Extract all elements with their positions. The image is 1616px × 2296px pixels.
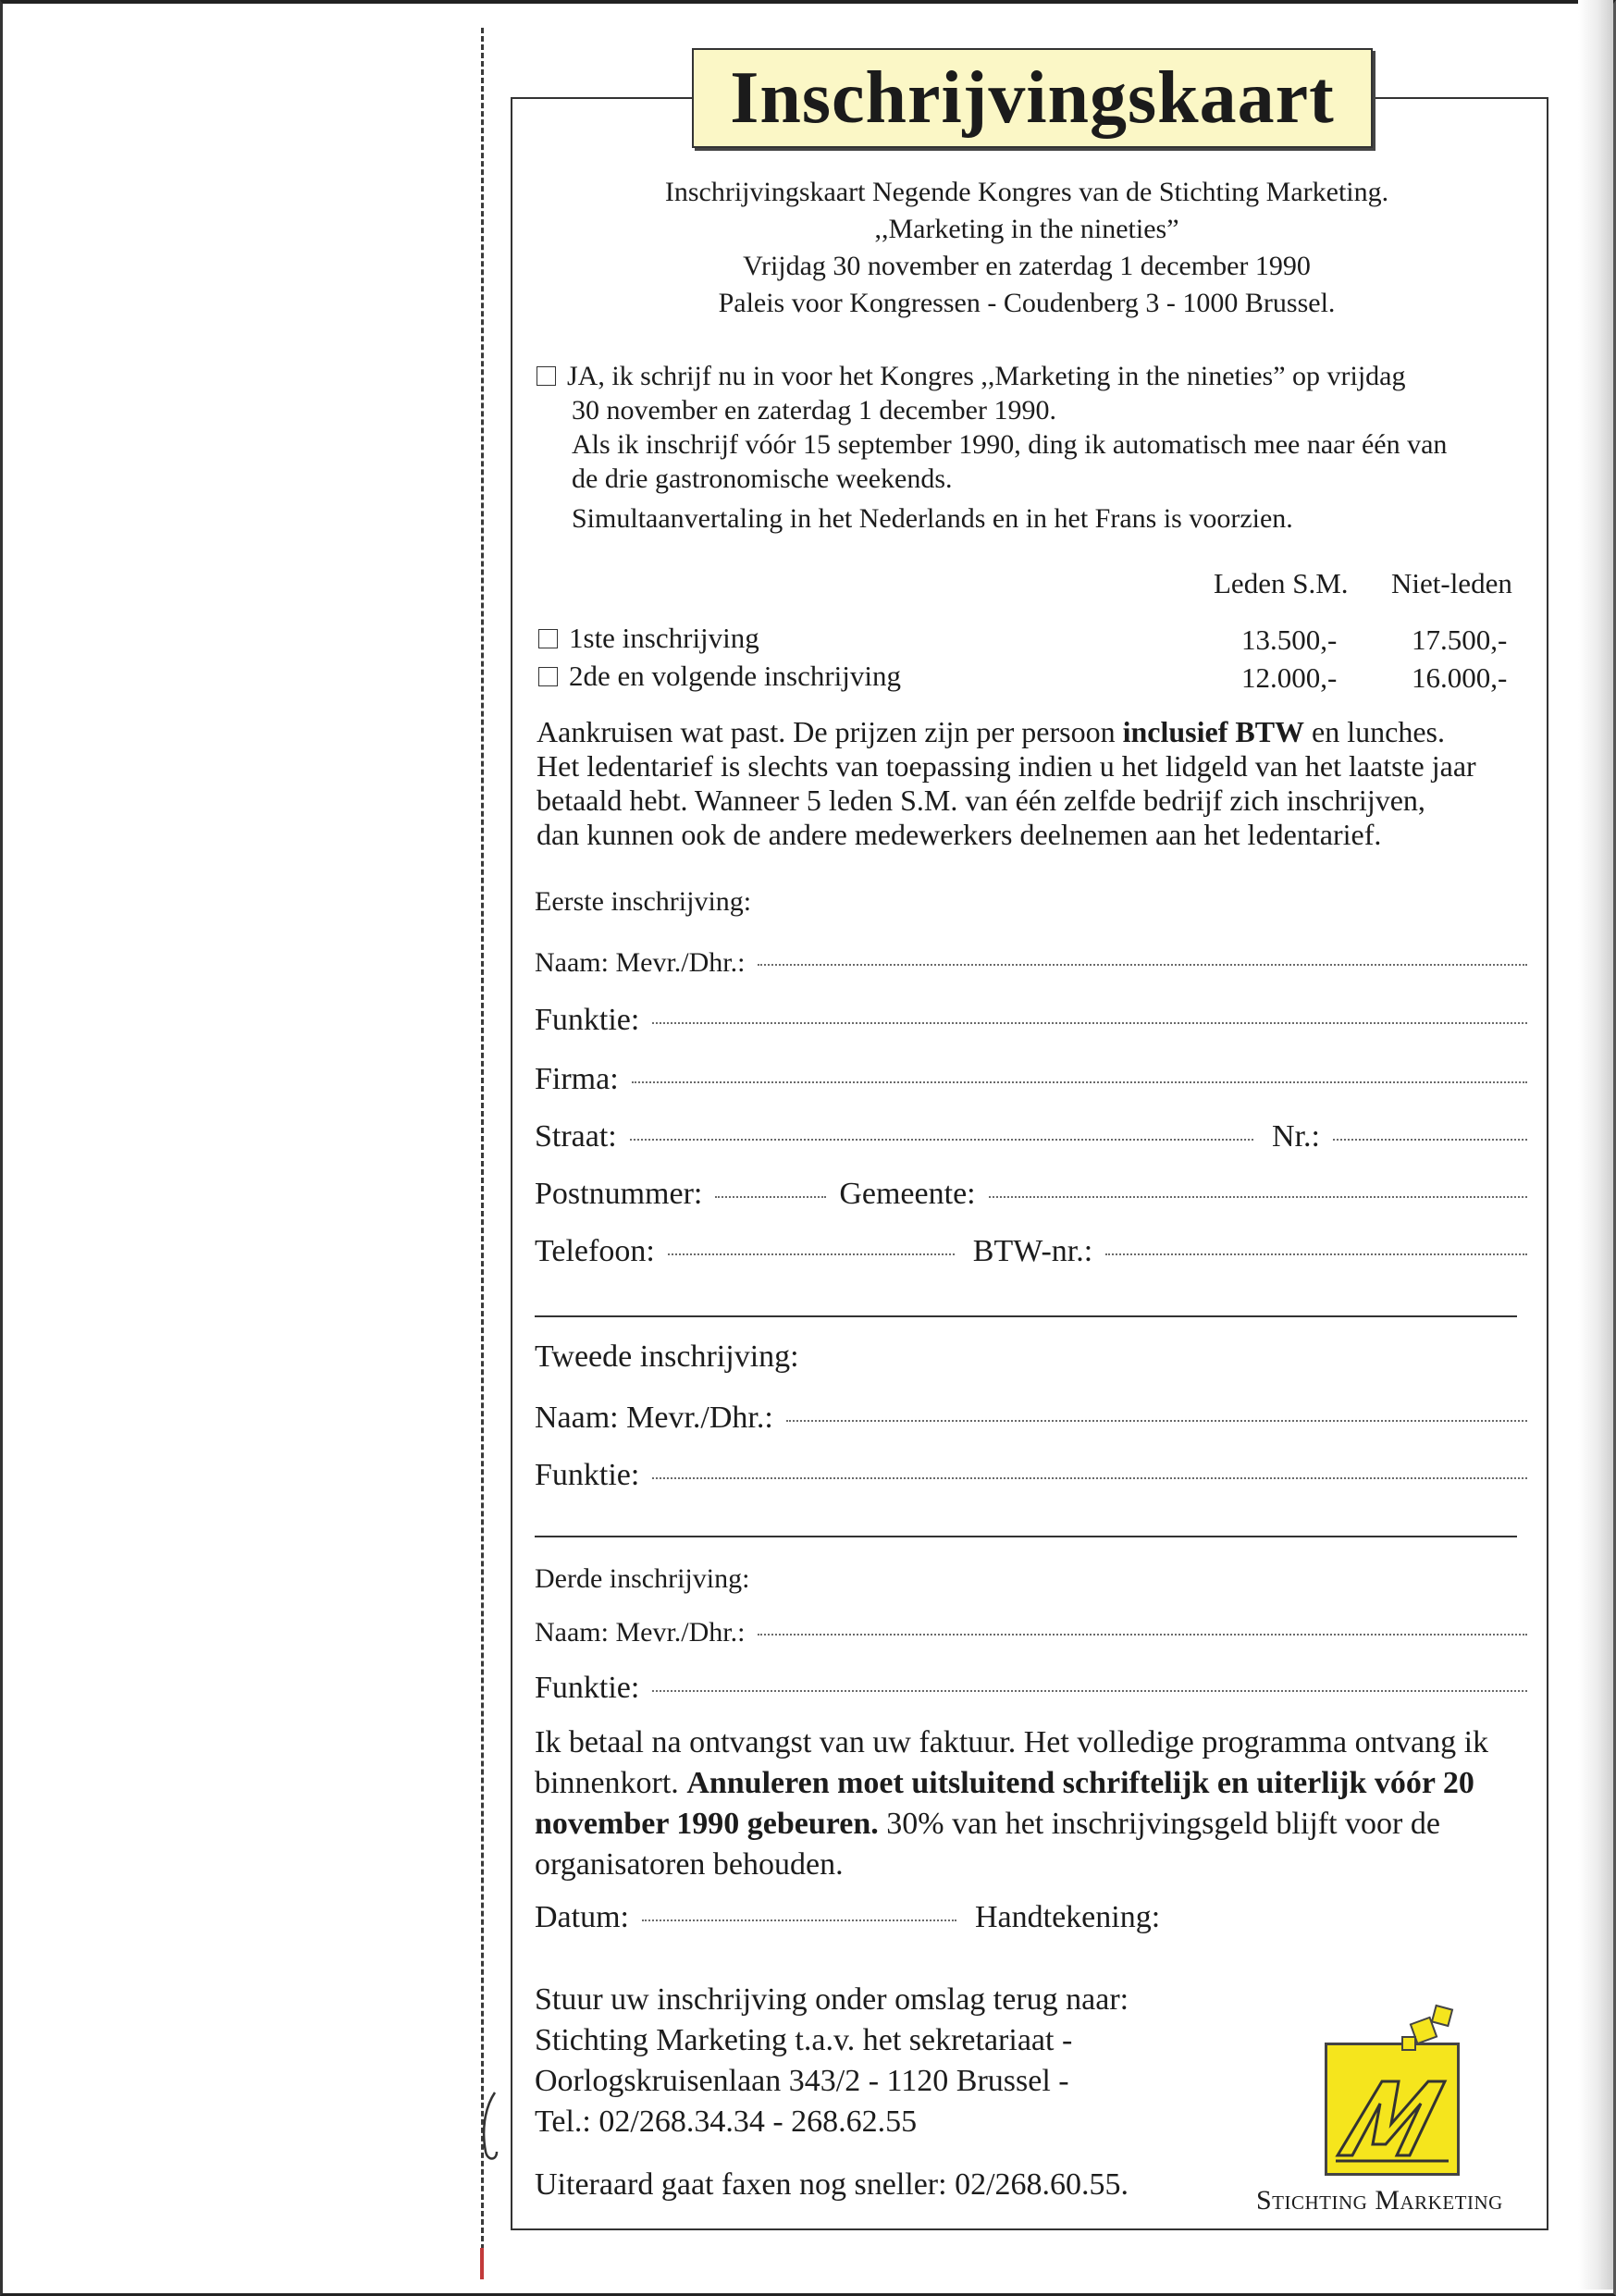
fee-nonmembers-value: 17.500,- (1412, 623, 1508, 656)
fee-row-second[interactable] (538, 660, 901, 693)
title-box (692, 48, 1373, 148)
name-input-line[interactable] (758, 1634, 1527, 1636)
registration-text: 30 november en zaterdag 1 december 1990. (572, 395, 1056, 426)
fold-line (481, 28, 484, 2266)
fee-row-first[interactable] (538, 622, 759, 655)
red-mark (480, 2248, 484, 2279)
field-label: Nr.: (1272, 1119, 1320, 1154)
yes-checkbox[interactable] (537, 366, 556, 386)
number-input-line[interactable] (1333, 1139, 1527, 1141)
divider (535, 1315, 1517, 1317)
fee-nonmembers-value: 16.000,- (1412, 661, 1508, 694)
field-label: Funktie: (535, 1003, 640, 1037)
pricing-notice (537, 715, 1531, 852)
page-gutter-shadow (1578, 0, 1613, 2290)
address-line: Tel.: 02/268.34.34 - 268.62.55 (535, 2105, 918, 2139)
date-signature-row[interactable] (535, 1900, 1201, 1935)
page-title: Inschrijvingskaart (730, 56, 1335, 139)
phone-input-line[interactable] (668, 1253, 955, 1255)
fax-note: Uiteraard gaat faxen nog sneller: 02/268.60.55. (535, 2167, 1129, 2202)
field-label: Firma: (535, 1062, 619, 1096)
first-postal-field[interactable] (535, 1177, 1533, 1212)
registration-text: de drie gastronomische weekends. (572, 463, 953, 494)
vat-input-line[interactable] (1105, 1253, 1527, 1255)
intro-line: Paleis voor Kongressen - Coudenberg 3 - 1000 Brussel. (718, 288, 1336, 318)
intro-line: ,,Marketing in the nineties” (874, 214, 1179, 244)
second-name-field[interactable] (535, 1401, 1533, 1436)
translation-note: Simultaanvertaling in het Nederlands en in het Frans is voorzien. (572, 503, 1293, 534)
signature-label: Handtekening: (974, 1900, 1161, 1934)
field-label: Postnummer: (535, 1177, 703, 1211)
registration-text: JA, ik schrijf nu in voor het Kongres ,,Marketing in the nineties” op vrijdag (567, 361, 1406, 391)
function-input-line[interactable] (652, 1690, 1527, 1692)
function-input-line[interactable] (652, 1477, 1527, 1479)
fee-header-nonmembers: Niet-leden (1391, 567, 1512, 599)
intro-line: Vrijdag 30 november en zaterdag 1 december 1990 (743, 251, 1311, 281)
street-input-line[interactable] (630, 1139, 1253, 1141)
second-registration-heading: Tweede inschrijving: (535, 1339, 799, 1374)
function-input-line[interactable] (652, 1022, 1527, 1024)
name-input-line[interactable] (758, 964, 1527, 966)
address-line: Stichting Marketing t.a.v. het sekretariaat - (535, 2023, 1073, 2057)
pencil-mark (478, 2091, 502, 2165)
logo-text: Stichting Marketing (1256, 2185, 1503, 2216)
address-line: Stuur uw inschrijving onder omslag terug naar: (535, 1982, 1129, 2017)
first-street-field[interactable] (535, 1119, 1533, 1154)
field-label: Naam: Mevr./Dhr.: (535, 1401, 773, 1435)
field-label: Funktie: (535, 1671, 640, 1705)
field-label: Naam: Mevr./Dhr.: (535, 947, 746, 978)
first-registration-checkbox[interactable] (538, 629, 558, 648)
third-name-field[interactable] (535, 1617, 1533, 1648)
first-function-field[interactable] (535, 1003, 1533, 1038)
address-line: Oorlogskruisenlaan 343/2 - 1120 Brussel - (535, 2064, 1069, 2098)
notice-line: Aankruisen wat past. De prijzen zijn per persoon inclusief BTW en lunches. (537, 715, 1445, 748)
second-registration-checkbox[interactable] (538, 667, 558, 686)
field-label: Gemeente: (839, 1177, 976, 1211)
return-address (535, 1980, 1129, 2142)
field-label: Telefoon: (535, 1234, 655, 1268)
second-function-field[interactable] (535, 1458, 1533, 1493)
field-label: Naam: Mevr./Dhr.: (535, 1617, 746, 1648)
notice-line: dan kunnen ook de andere medewerkers deelnemen aan het ledentarief. (537, 818, 1382, 851)
first-company-field[interactable] (535, 1062, 1533, 1097)
postal-input-line[interactable] (715, 1196, 826, 1198)
first-phone-field[interactable] (535, 1234, 1533, 1269)
notice-line: betaald hebt. Wanneer 5 leden S.M. van één zelfde bedrijf zich inschrijven, (537, 784, 1425, 817)
fee-label: 1ste inschrijving (569, 622, 759, 654)
field-label: Datum: (535, 1900, 629, 1934)
divider (535, 1536, 1517, 1537)
field-label: BTW-nr.: (972, 1234, 1093, 1268)
fee-members-value: 12.000,- (1241, 661, 1338, 694)
first-registration-heading: Eerste inschrijving: (535, 886, 752, 917)
field-label: Straat: (535, 1119, 617, 1154)
field-label: Funktie: (535, 1458, 640, 1492)
third-function-field[interactable] (535, 1671, 1533, 1706)
registration-yes-row[interactable] (537, 359, 1526, 393)
intro-line: Inschrijvingskaart Negende Kongres van de Stichting Marketing. (664, 177, 1389, 207)
fee-members-value: 13.500,- (1241, 623, 1338, 656)
notice-line: Het ledentarief is slechts van toepassing indien u het lidgeld van het laatste jaar (537, 749, 1476, 783)
city-input-line[interactable] (989, 1196, 1527, 1198)
stichting-marketing-logo-icon (1325, 2043, 1460, 2176)
date-input-line[interactable] (642, 1920, 956, 1921)
registration-text: Als ik inschrijf vóór 15 september 1990, ding ik automatisch mee naar één van (572, 429, 1448, 460)
payment-terms: Ik betaal na ontvangst van uw faktuur. Het volledige programma ontvang ik binnenkort. Annuleren moet uitsluitend schriftelijk en uiterlijk vóór 20 november 1990 gebeuren. 30% van het inschrijvingsgeld blijft voor de organisatoren behouden. (535, 1725, 1489, 1882)
name-input-line[interactable] (786, 1420, 1527, 1422)
fee-header-members: Leden S.M. (1214, 567, 1349, 599)
first-name-field[interactable] (535, 947, 1533, 979)
third-registration-heading: Derde inschrijving: (535, 1563, 750, 1594)
fee-label: 2de en volgende inschrijving (569, 660, 901, 692)
company-input-line[interactable] (632, 1081, 1527, 1083)
